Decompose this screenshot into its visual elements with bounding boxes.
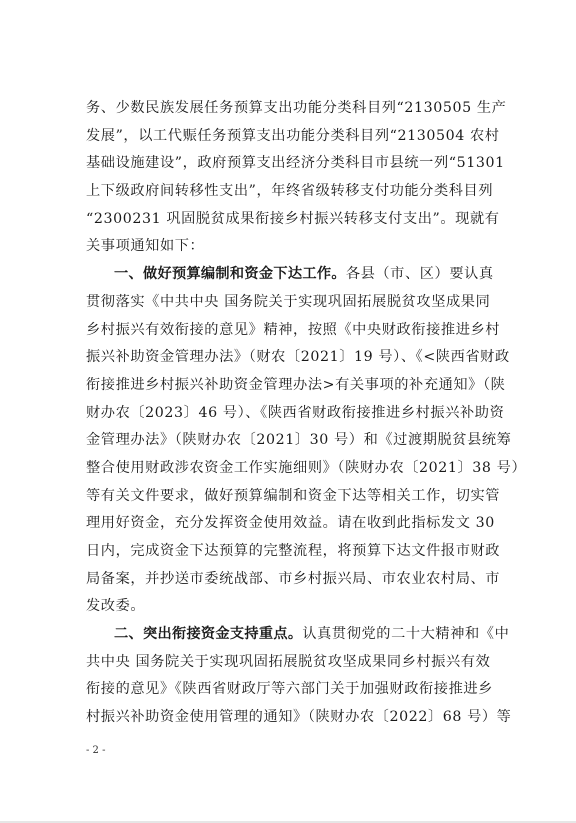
text-line: 等有关文件要求，做好预算编制和资金下达等相关工作，切实管 — [86, 487, 501, 504]
text-line: 村振兴补助资金使用管理的通知》（陕财办农〔2022〕68 号）等 — [86, 709, 512, 726]
text-line: 整合使用财政涉农资金工作实施细则》（陕财办农〔2021〕38 号） — [86, 459, 527, 476]
text-line: 基础设施建设”，政府预算支出经济分类科目市县统一列“51301 — [86, 155, 505, 172]
text-line: 务、少数民族发展任务预算支出功能分类科目列“2130505 生产 — [86, 100, 507, 116]
text-line: 日内，完成资金下达预算的完整流程，将预算下达文件报市财政 — [86, 543, 501, 559]
text-line: 局备案，并抄送市委统战部、市乡村振兴局、市农业农村局、市 — [86, 570, 501, 587]
text-line: 乡村振兴有效衔接的意见》精神，按照《中央财政衔接推进乡村 — [86, 321, 501, 338]
section-1-first-line — [86, 261, 520, 289]
text-line: 发展”，以工代赈任务预算支出功能分类科目列“2130504 农村 — [86, 127, 500, 144]
section-2-first-line — [86, 621, 520, 649]
section-2-first-line-text: 认真贯彻党的二十大精神和《中 — [302, 626, 510, 643]
section-1-heading: 一、做好预算编制和资金下达工作。 — [114, 266, 346, 283]
body-text — [86, 95, 527, 732]
page-number: - 2 - — [86, 745, 106, 756]
text-line: 振兴补助资金管理办法》（财农〔2021〕19 号）、《<陕西省财政 — [86, 349, 510, 366]
section-2-heading: 二、突出衔接资金支持重点。 — [114, 626, 303, 643]
text-line: 发改委。 — [86, 598, 146, 615]
text-line: 共中央 国务院关于实现巩固拓展脱贫攻坚成果同乡村振兴有效 — [86, 653, 491, 670]
text-line: 关事项通知如下： — [86, 238, 205, 255]
text-line: “2300231 巩固脱贫成果衔接乡村振兴转移支付支出”。现就有 — [86, 210, 500, 227]
section-1-first-line-text: 各县（市、区）要认真 — [345, 266, 494, 283]
text-line: 衔接推进乡村振兴补助资金管理办法>有关事项的补充通知》（陕 — [86, 376, 506, 393]
text-line: 理用好资金，充分发挥资金使用效益。请在收到此指标发文 30 — [86, 515, 495, 532]
text-line: 财办农〔2023〕46 号）、《陕西省财政衔接推进乡村振兴补助资 — [86, 404, 505, 421]
text-line: 贯彻落实《中共中央 国务院关于实现巩固拓展脱贫攻坚成果同 — [86, 293, 491, 310]
text-line: 上下级政府间转移性支出”，年终省级转移支付功能分类科目列 — [86, 183, 494, 200]
text-line: 金管理办法》（陕财办农〔2021〕30 号）和《过渡期脱贫县统筹 — [86, 432, 512, 449]
text-line: 衔接的意见》《陕西省财政厅等六部门关于加强财政衔接推进乡 — [86, 681, 493, 698]
